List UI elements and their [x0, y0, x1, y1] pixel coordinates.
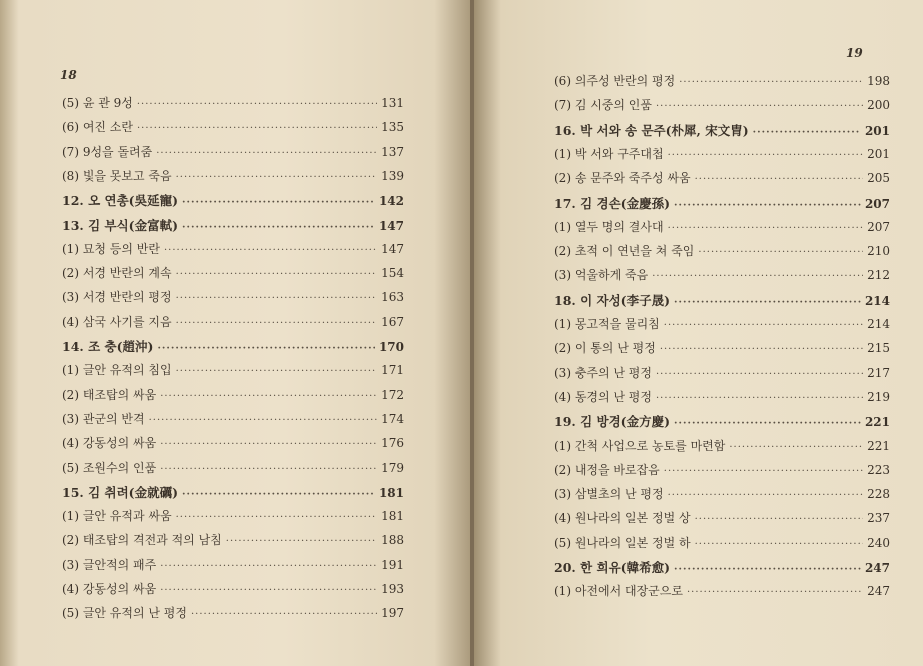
dot-leader — [687, 587, 863, 598]
entry-page-number: 200 — [867, 98, 890, 113]
dot-leader — [674, 200, 861, 211]
toc-entry — [62, 118, 404, 135]
dot-leader — [176, 512, 378, 523]
dot-leader — [679, 77, 863, 88]
page-number: 19 — [846, 46, 863, 60]
entry-title: (5) 윤 관 9성 — [62, 96, 133, 110]
dot-leader — [176, 269, 378, 280]
dot-leader — [698, 247, 863, 258]
entry-page-number: 201 — [867, 146, 890, 161]
dot-leader — [664, 320, 863, 331]
toc-entry — [62, 167, 404, 184]
entry-title: 12. 오 연총(吳延寵) — [62, 193, 179, 209]
entry-page-number: 191 — [381, 557, 404, 572]
entry-title: 16. 박 서와 송 문주(朴犀, 宋文胄) — [554, 122, 749, 138]
dot-leader — [160, 464, 377, 475]
entry-title: 19. 김 방경(金方慶) — [554, 414, 671, 430]
entry-title: (2) 초적 이 연년을 쳐 죽임 — [554, 244, 695, 259]
dot-leader — [182, 222, 375, 233]
dot-leader — [156, 148, 377, 159]
entry-title: (5) 글안 유적의 난 평정 — [62, 606, 187, 621]
toc-entry — [554, 534, 890, 551]
toc-entry — [62, 143, 404, 160]
toc-entry — [554, 218, 890, 235]
entry-title: (4) 삼국 사기를 지음 — [62, 314, 172, 329]
toc-chapter-entry — [62, 191, 404, 209]
entry-title: (1) 글안 유적과 싸움 — [62, 509, 172, 524]
entry-title: 13. 김 부식(金富軾) — [62, 217, 179, 233]
entry-page-number: 214 — [867, 317, 890, 331]
entry-title: (4) 동경의 난 평정 — [554, 389, 652, 404]
dot-leader — [182, 489, 375, 500]
entry-title: (3) 삼별초의 난 평정 — [554, 487, 664, 502]
toc-entry — [62, 531, 404, 548]
toc-entry — [554, 339, 890, 356]
dot-leader — [674, 564, 861, 575]
toc-entry — [62, 434, 404, 451]
dot-leader — [160, 561, 377, 572]
entry-title: 20. 한 희유(韓希愈) — [554, 560, 671, 575]
dot-leader — [695, 539, 864, 550]
entry-page-number: 221 — [867, 438, 890, 453]
toc-entry — [554, 72, 890, 89]
dot-leader — [668, 223, 864, 234]
entry-title: (2) 내정을 바로잡음 — [554, 462, 660, 477]
dot-leader — [660, 344, 863, 355]
toc-entry — [554, 96, 890, 113]
dot-leader — [674, 297, 861, 308]
toc-entry — [62, 604, 404, 621]
entry-page-number: 135 — [381, 120, 404, 135]
toc-entry — [554, 461, 890, 478]
dot-leader — [729, 442, 863, 453]
dot-leader — [160, 585, 377, 596]
entry-title: (3) 억울하게 죽음 — [554, 268, 649, 283]
entry-page-number: 210 — [867, 244, 890, 259]
toc-entry — [62, 410, 404, 427]
entry-page-number: 201 — [864, 123, 890, 138]
dot-leader — [664, 466, 863, 477]
entry-page-number: 223 — [867, 462, 890, 477]
entry-page-number: 172 — [381, 387, 404, 402]
entry-page-number: 147 — [378, 218, 404, 233]
entry-title: (7) 김 시중의 인품 — [554, 98, 652, 113]
toc-chapter-entry — [62, 483, 404, 501]
entry-page-number: 163 — [381, 290, 404, 305]
toc-entry — [62, 288, 404, 305]
toc-chapter-entry — [62, 216, 404, 234]
dot-leader — [182, 197, 375, 208]
entry-page-number: 214 — [864, 293, 890, 308]
entry-title: (2) 서경 반란의 계속 — [62, 266, 172, 281]
entry-page-number: 167 — [381, 314, 404, 329]
entry-title: (1) 몽고적을 물리침 — [554, 317, 660, 331]
entry-page-number: 147 — [381, 241, 404, 256]
toc-entry — [554, 364, 890, 381]
entry-title: (2) 태조탑의 싸움 — [62, 387, 157, 402]
entry-title: (6) 여진 소란 — [62, 120, 133, 135]
entry-page-number: 181 — [378, 485, 404, 500]
toc-entry — [62, 94, 404, 111]
dot-leader — [176, 293, 378, 304]
dot-leader — [176, 318, 378, 329]
entry-title: (8) 빛을 못보고 죽음 — [62, 168, 172, 183]
entry-page-number: 170 — [378, 340, 404, 354]
entry-page-number: 205 — [867, 171, 890, 186]
entry-title: (2) 태조탑의 격전과 적의 남침 — [62, 533, 222, 548]
toc-entry — [62, 507, 404, 524]
entry-title: (4) 원나라의 일본 정벌 상 — [554, 511, 691, 526]
entry-title: 14. 조 충(趙沖) — [62, 339, 154, 354]
entry-page-number: 154 — [381, 266, 404, 281]
entry-page-number: 228 — [867, 487, 890, 502]
dot-leader — [695, 514, 864, 525]
entry-page-number: 217 — [867, 365, 890, 380]
entry-title: (3) 관군의 반격 — [62, 411, 145, 426]
toc-entry — [554, 582, 890, 599]
entry-title: 15. 김 취려(金就礪) — [62, 484, 179, 500]
entry-page-number: 193 — [381, 582, 404, 596]
entry-page-number: 237 — [867, 511, 890, 526]
dot-leader — [656, 369, 863, 380]
dot-leader — [656, 101, 863, 112]
entry-title: (1) 묘청 등의 반란 — [62, 241, 160, 256]
dot-leader — [137, 123, 377, 134]
dot-leader — [668, 150, 864, 161]
entry-title: (1) 간척 사업으로 농토를 마련함 — [554, 438, 726, 453]
dot-leader — [226, 536, 377, 547]
entry-page-number: 188 — [381, 533, 404, 548]
entry-title: (4) 강동성의 싸움 — [62, 436, 157, 451]
dot-leader — [753, 127, 861, 138]
entry-title: (1) 글안 유적의 침입 — [62, 363, 172, 378]
toc-entry — [554, 509, 890, 526]
toc-entry — [62, 240, 404, 257]
entry-title: (7) 9성을 돌려줌 — [62, 144, 153, 159]
entry-page-number: 174 — [381, 411, 404, 426]
dot-leader — [191, 609, 377, 620]
toc-entry — [62, 313, 404, 330]
toc-chapter-entry — [554, 558, 890, 576]
dot-leader — [137, 99, 377, 110]
dot-leader — [695, 174, 864, 185]
entry-page-number: 139 — [381, 168, 404, 183]
dot-leader — [160, 391, 377, 402]
entry-title: 18. 이 자성(李子晟) — [554, 292, 671, 308]
dot-leader — [149, 415, 378, 426]
toc-entry — [62, 580, 404, 597]
toc-entry — [62, 361, 404, 378]
entry-title: (2) 송 문주와 죽주성 싸움 — [554, 171, 691, 186]
entry-title: (1) 열두 명의 결사대 — [554, 219, 664, 234]
entry-page-number: 198 — [867, 74, 890, 88]
dot-leader — [176, 366, 378, 377]
toc-chapter-entry — [554, 121, 890, 139]
entry-page-number: 207 — [867, 219, 890, 234]
entry-page-number: 215 — [867, 341, 890, 356]
toc-entry — [62, 264, 404, 281]
dot-leader — [157, 343, 375, 354]
entry-title: (3) 글안적의 패주 — [62, 557, 157, 572]
toc-entry — [554, 169, 890, 186]
dot-leader — [160, 439, 377, 450]
entry-page-number: 197 — [381, 606, 404, 621]
toc-entry — [62, 386, 404, 403]
entry-page-number: 142 — [378, 194, 404, 209]
entry-title: (2) 이 통의 난 평정 — [554, 341, 656, 356]
toc-chapter-entry — [554, 194, 890, 212]
toc-entry — [554, 315, 890, 332]
entry-page-number: 179 — [381, 460, 404, 475]
entry-page-number: 212 — [867, 268, 890, 283]
entry-page-number: 171 — [381, 363, 404, 378]
toc-entry — [554, 145, 890, 162]
entry-title: (1) 아전에서 대장군으로 — [554, 584, 683, 599]
entry-page-number: 181 — [381, 509, 404, 524]
entry-title: (3) 서경 반란의 평정 — [62, 290, 172, 305]
toc-entry — [554, 388, 890, 405]
dot-leader — [652, 271, 863, 282]
entry-page-number: 219 — [867, 389, 890, 404]
toc-entry — [62, 459, 404, 476]
entry-title: (1) 박 서와 구주대첩 — [554, 146, 664, 161]
entry-page-number: 131 — [381, 96, 404, 110]
entry-title: (5) 원나라의 일본 정벌 하 — [554, 535, 691, 550]
toc-entry — [554, 485, 890, 502]
entry-title: (4) 강동성의 싸움 — [62, 582, 157, 596]
entry-title: 17. 김 경손(金慶孫) — [554, 195, 671, 211]
page-number: 18 — [60, 68, 77, 82]
entry-page-number: 221 — [864, 415, 890, 430]
entry-page-number: 240 — [867, 535, 890, 550]
entry-page-number: 176 — [381, 436, 404, 451]
entry-page-number: 247 — [867, 584, 890, 599]
toc-entry — [554, 266, 890, 283]
entry-page-number: 137 — [381, 144, 404, 159]
toc-chapter-entry — [62, 337, 404, 355]
entry-title: (6) 의주성 반란의 평정 — [554, 74, 676, 88]
toc-entry — [554, 242, 890, 259]
entry-page-number: 207 — [864, 196, 890, 211]
dot-leader — [176, 172, 378, 183]
toc-chapter-entry — [554, 291, 890, 309]
entry-title: (5) 조원수의 인품 — [62, 460, 157, 475]
entry-title: (3) 충주의 난 평정 — [554, 365, 652, 380]
dot-leader — [674, 418, 861, 429]
entry-page-number: 247 — [864, 561, 890, 575]
toc-entry — [554, 437, 890, 454]
dot-leader — [668, 490, 864, 501]
dot-leader — [164, 245, 377, 256]
toc-chapter-entry — [554, 412, 890, 430]
toc-entry — [62, 556, 404, 573]
right-page — [474, 0, 923, 666]
dot-leader — [656, 393, 863, 404]
